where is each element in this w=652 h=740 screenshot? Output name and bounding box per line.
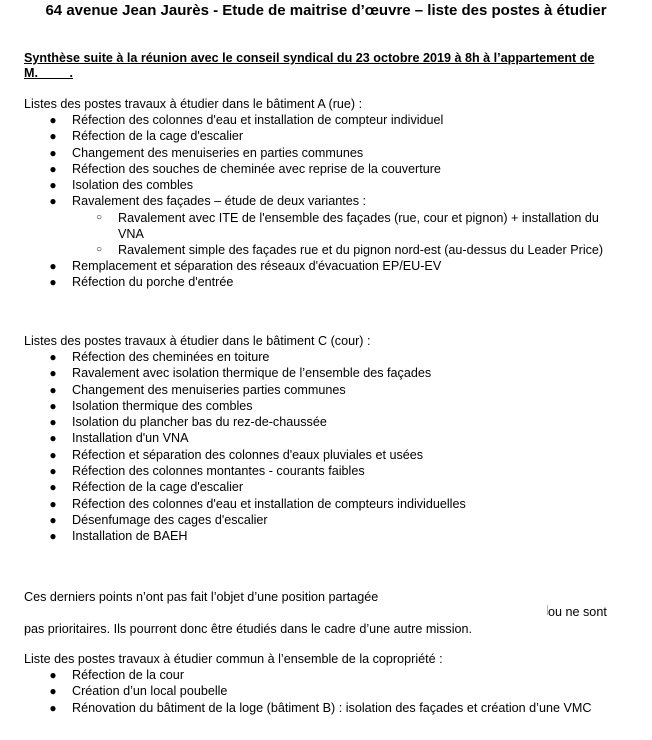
bullet-icon: ● xyxy=(49,684,57,699)
list-item: ● Réfection des colonnes d'eau et installation de compteur individuel xyxy=(49,113,444,127)
building-c-list xyxy=(24,349,644,545)
note-line-1: Ces derniers points n’ont pas fait l’objet d’une position partagée xyxy=(24,590,379,604)
list-item: ● Réfection des cheminées en toiture xyxy=(49,350,270,364)
bullet-icon: ● xyxy=(49,464,57,479)
bullet-icon: ● xyxy=(49,382,57,397)
bullet-icon: ● xyxy=(49,447,57,462)
bullet-icon: ● xyxy=(49,668,57,682)
list-item: ● Isolation du plancher bas du rez-de-chaussée xyxy=(49,415,327,430)
list-item: ● Réfection des souches de cheminée avec reprise de la couverture xyxy=(49,161,441,176)
list-item: ● Installation de BAEH xyxy=(49,529,188,544)
common-section xyxy=(24,651,644,716)
bullet-icon: ● xyxy=(49,529,57,544)
meeting-summary-line-2: M. . xyxy=(24,66,73,80)
list-item: ● Réfection de la cour xyxy=(49,668,185,682)
sub-list-item: ○ Ravalement avec ITE de l'ensemble des façades (rue, cour et pignon) + installation du VNA xyxy=(95,210,599,241)
bullet-icon: ● xyxy=(49,496,57,511)
list-item: ● Rénovation du bâtiment de la loge (bâtiment B) : isolation des façades et création d’une VMC xyxy=(49,700,592,715)
common-list xyxy=(24,667,644,716)
bullet-icon: ● xyxy=(49,431,57,446)
bullet-icon: ● xyxy=(49,194,57,209)
note-line-2: pas prioritaires. Ils pourront donc être étudiés dans le cadre d’une autre mission. xyxy=(24,622,473,636)
list-item: ● Réfection du porche d'entrée xyxy=(49,275,234,290)
bullet-icon: ● xyxy=(49,512,57,527)
common-heading: Liste des postes travaux à étudier commun à l’ensemble de la copropriété : xyxy=(24,652,443,666)
list-item: ● Désenfumage des cages d'escalier xyxy=(49,512,268,527)
list-item: ● Réfection et séparation des colonnes d'eaux pluviales et usées xyxy=(49,447,424,462)
meeting-summary-line-1: Synthèse suite à la réunion avec le conseil syndical du 23 octobre 2019 à 8h à l’appartement de xyxy=(24,51,595,65)
bullet-icon: ● xyxy=(49,275,57,290)
list-item: ● Création d’un local poubelle xyxy=(49,684,228,699)
note-line-1-tail: ou ne sont xyxy=(548,605,607,619)
bullet-icon: ● xyxy=(49,178,57,193)
list-item: ● Isolation des combles xyxy=(49,178,194,193)
bullet-icon: ● xyxy=(49,700,57,715)
bullet-icon: ● xyxy=(49,415,57,430)
list-item: ● Réfection des colonnes d'eau et installation de compteurs individuelles xyxy=(49,496,466,511)
sub-list-item: ○ Ravalement simple des façades rue et du pignon nord-est (au-dessus du Leader Price) xyxy=(95,242,604,257)
circle-bullet-icon: ○ xyxy=(95,243,103,255)
list-item: ● Installation d'un VNA xyxy=(49,431,189,446)
document-title: 64 avenue Jean Jaurès - Etude de maitrise d’œuvre – liste des postes à étudier xyxy=(45,2,607,19)
bullet-icon: ● xyxy=(49,398,57,413)
bullet-icon: ● xyxy=(49,113,57,127)
building-c-heading: Listes des postes travaux à étudier dans le bâtiment C (cour) : xyxy=(24,334,371,348)
building-a-list xyxy=(24,112,644,290)
list-item: ● Remplacement et séparation des réseaux d'évacuation EP/EU-EV xyxy=(49,258,442,273)
circle-bullet-icon: ○ xyxy=(95,211,103,223)
building-a-heading: Listes des postes travaux à étudier dans le bâtiment A (rue) : xyxy=(24,97,363,111)
building-c-section xyxy=(24,333,644,545)
list-item: ● Réfection de la cage d'escalier xyxy=(49,480,244,495)
list-item: ● Ravalement avec isolation thermique de l’ensemble des façades xyxy=(49,366,432,381)
meeting-summary-heading xyxy=(24,51,634,81)
building-a-section xyxy=(24,96,644,290)
bullet-icon: ● xyxy=(49,129,57,144)
bullet-icon: ● xyxy=(49,350,57,364)
list-item: ● Changement des menuiseries parties communes xyxy=(49,382,346,397)
list-item: ● Réfection des colonnes montantes - courants faibles xyxy=(49,464,365,479)
redacted-marks xyxy=(24,616,544,618)
facade-variants-list xyxy=(72,210,644,258)
list-item: ● Réfection de la cage d'escalier xyxy=(49,129,244,144)
list-item: ● Ravalement des façades – étude de deux variantes : ○ Ravalement avec ITE de l'ensemble des façades (rue, cour et pignon) + installation du VNA ○ Ravalement simple des façades rue et du pignon nord-est (au-dessus du Leader Price) xyxy=(24,193,644,257)
bullet-icon: ● xyxy=(49,366,57,381)
bullet-icon: ● xyxy=(49,480,57,495)
list-item: ● Changement des menuiseries en parties communes xyxy=(49,145,364,160)
list-item: ● Isolation thermique des combles xyxy=(49,398,253,413)
bullet-icon: ● xyxy=(49,161,57,176)
bullet-icon: ● xyxy=(49,145,57,160)
bullet-icon: ● xyxy=(49,258,57,273)
